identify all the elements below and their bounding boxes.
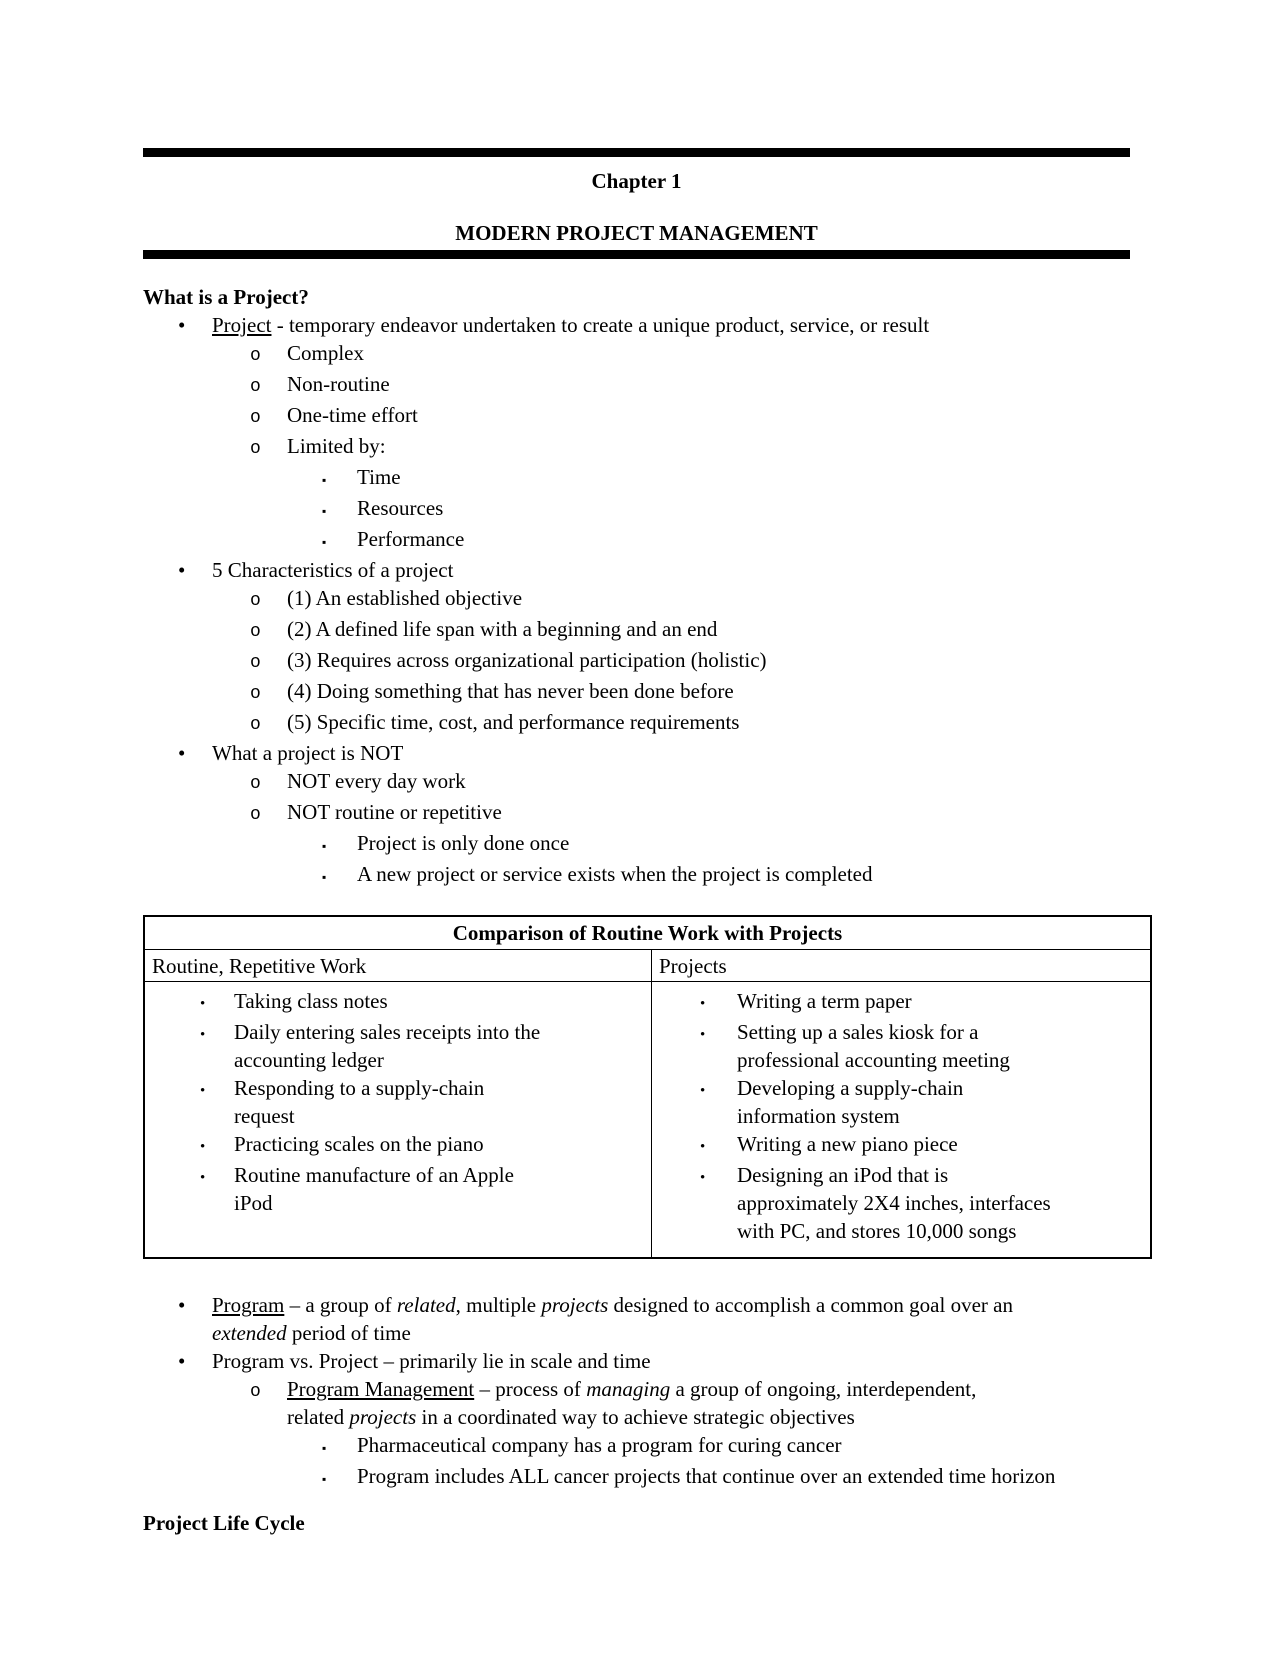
text-segment: in a coordinated way to achieve strategic objectives (416, 1405, 855, 1429)
bullet-icon: • (178, 558, 186, 582)
list-item-text: (1) An established objective (287, 586, 523, 610)
term-underlined: Project (212, 313, 272, 337)
cell-item-text: Writing a term paper (737, 989, 912, 1013)
text-segment: – process of (474, 1377, 587, 1401)
text-italic: related (396, 1293, 456, 1317)
list-item (143, 1462, 1152, 1493)
list-item (143, 494, 1152, 525)
bullet-icon: • (178, 1293, 186, 1317)
bullet-icon: • (178, 313, 186, 337)
list-item (143, 829, 1152, 860)
list-item-text (212, 1291, 1036, 1347)
text-segment: period of time (286, 1321, 411, 1345)
table-title: Comparison of Routine Work with Projects (145, 917, 1150, 950)
circle-bullet-icon: o (250, 591, 261, 611)
bullet-icon: • (178, 741, 186, 765)
cell-item-text: Developing a supply-chain information system (737, 1076, 964, 1128)
square-bullet-icon: ▪ (322, 473, 327, 487)
table-row (652, 1130, 1150, 1161)
bullet-icon: • (200, 1170, 206, 1186)
list-item (143, 767, 1152, 798)
section-heading-project-life-cycle: Project Life Cycle (143, 1511, 305, 1535)
circle-bullet-icon: o (250, 622, 261, 642)
text-italic: managing (586, 1377, 671, 1401)
bullet-icon: • (700, 1139, 706, 1155)
list-item-text: Resources (357, 496, 444, 520)
list-item (143, 584, 1152, 615)
list-item-text: (5) Specific time, cost, and performance requirements (287, 710, 740, 734)
cell-item-text: Setting up a sales kiosk for a professional accounting meeting (737, 1020, 1010, 1072)
list-item (143, 708, 1152, 739)
bullet-icon: • (700, 1170, 706, 1186)
table-header-row (145, 950, 1150, 982)
list-item (143, 860, 1152, 891)
list-item-text: Pharmaceutical company has a program for curing cancer (357, 1433, 842, 1457)
square-bullet-icon: ▪ (322, 839, 327, 853)
list-item-text: One-time effort (287, 403, 418, 427)
top-rule (143, 148, 1130, 157)
circle-bullet-icon: o (250, 439, 261, 459)
bullet-icon: • (200, 1083, 206, 1099)
list-item-text: NOT routine or repetitive (287, 800, 502, 824)
bullet-icon: • (700, 1083, 706, 1099)
chapter-heading: Chapter 1 (591, 169, 682, 193)
document-title: MODERN PROJECT MANAGEMENT (455, 221, 818, 245)
circle-bullet-icon: o (250, 408, 261, 428)
table-row (145, 987, 651, 1018)
list-item (143, 463, 1152, 494)
list-item-text: A new project or service exists when the project is completed (357, 862, 873, 886)
circle-bullet-icon: o (250, 377, 261, 397)
list-item (143, 432, 1152, 463)
routine-cell (145, 982, 652, 1257)
table-row (145, 1074, 651, 1130)
cell-item-text: Writing a new piano piece (737, 1132, 958, 1156)
table-body-row (145, 982, 1150, 1257)
table-row (652, 1074, 1150, 1130)
cell-item-text: Daily entering sales receipts into the accounting ledger (234, 1020, 541, 1072)
bullet-icon: • (200, 996, 206, 1012)
list-item-text: Program includes ALL cancer projects that continue over an extended time horizon (357, 1464, 1056, 1488)
list-item (143, 646, 1152, 677)
list-item-project-definition (143, 311, 1152, 339)
list-item-program-definition (143, 1291, 1152, 1347)
list-item (143, 798, 1152, 829)
circle-bullet-icon: o (250, 774, 261, 794)
list-item-text: Project is only done once (357, 831, 570, 855)
table-row (145, 1161, 651, 1217)
title-bottom-rule (143, 250, 1130, 259)
text-segment: - temporary endeavor undertaken to create a unique product, service, or result (271, 313, 930, 337)
text-segment: – a group of (284, 1293, 397, 1317)
bullet-icon: • (700, 1027, 706, 1043)
bullet-icon: • (700, 996, 706, 1012)
square-bullet-icon: ▪ (322, 504, 327, 518)
list-item-text: What a project is NOT (212, 741, 404, 765)
column-header-projects: Projects (652, 950, 1150, 982)
list-item-text (287, 1375, 1022, 1431)
square-bullet-icon: ▪ (322, 1441, 327, 1455)
list-item-what-not (143, 739, 1152, 767)
text-italic: projects (541, 1293, 609, 1317)
section-heading-what-is-a-project: What is a Project? (143, 285, 309, 309)
list-item-text: (2) A defined life span with a beginning and an end (287, 617, 718, 641)
list-item (143, 370, 1152, 401)
circle-bullet-icon: o (250, 684, 261, 704)
cell-item-text: Practicing scales on the piano (234, 1132, 484, 1156)
text-segment: , multiple (455, 1293, 542, 1317)
list-item-text: Non-routine (287, 372, 390, 396)
comparison-table (143, 915, 1152, 1259)
cell-item-text: Routine manufacture of an Apple iPod (234, 1163, 514, 1215)
text-italic: projects (349, 1405, 417, 1429)
bullet-icon: • (178, 1349, 186, 1373)
table-row (652, 987, 1150, 1018)
circle-bullet-icon: o (250, 653, 261, 673)
list-item-text: Complex (287, 341, 364, 365)
circle-bullet-icon: o (250, 1382, 261, 1402)
circle-bullet-icon: o (250, 805, 261, 825)
list-item-text: Time (357, 465, 401, 489)
term-underlined: Program (212, 1293, 285, 1317)
column-header-routine: Routine, Repetitive Work (145, 950, 652, 982)
square-bullet-icon: ▪ (322, 870, 327, 884)
table-row (145, 1130, 651, 1161)
list-item-text: (3) Requires across organizational participation (holistic) (287, 648, 767, 672)
square-bullet-icon: ▪ (322, 1472, 327, 1486)
text-italic: extended (212, 1321, 287, 1345)
list-item-characteristics (143, 556, 1152, 584)
text-segment: designed to accomplish a common goal over an (608, 1293, 1013, 1317)
list-item-text: Limited by: (287, 434, 386, 458)
text-segment: a group of ongoing, interdependent, related (287, 1377, 977, 1429)
list-item (143, 677, 1152, 708)
list-item-text (212, 311, 929, 339)
cell-item-text: Responding to a supply-chain request (234, 1076, 485, 1128)
list-item (143, 615, 1152, 646)
list-item (143, 1431, 1152, 1462)
cell-item-text: Designing an iPod that is approximately 2X4 inches, interfaces with PC, and stores 10,000 songs (737, 1163, 1051, 1243)
cell-item-text: Taking class notes (234, 989, 388, 1013)
list-item-text: (4) Doing something that has never been done before (287, 679, 734, 703)
list-item-text: 5 Characteristics of a project (212, 558, 454, 582)
projects-cell (652, 982, 1150, 1257)
list-item-program-vs-project (143, 1347, 1152, 1375)
bullet-icon: • (200, 1027, 206, 1043)
term-underlined: Program Management (287, 1377, 475, 1401)
table-row (652, 1018, 1150, 1074)
table-row (145, 1018, 651, 1074)
list-item-text: NOT every day work (287, 769, 466, 793)
list-item-text: Performance (357, 527, 465, 551)
list-item-program-management (143, 1375, 1152, 1431)
bullet-icon: • (200, 1139, 206, 1155)
circle-bullet-icon: o (250, 346, 261, 366)
list-item (143, 339, 1152, 370)
list-item-text: Program vs. Project – primarily lie in scale and time (212, 1349, 651, 1373)
list-item (143, 525, 1152, 556)
list-item (143, 401, 1152, 432)
circle-bullet-icon: o (250, 715, 261, 735)
table-row (652, 1161, 1150, 1245)
square-bullet-icon: ▪ (322, 535, 327, 549)
